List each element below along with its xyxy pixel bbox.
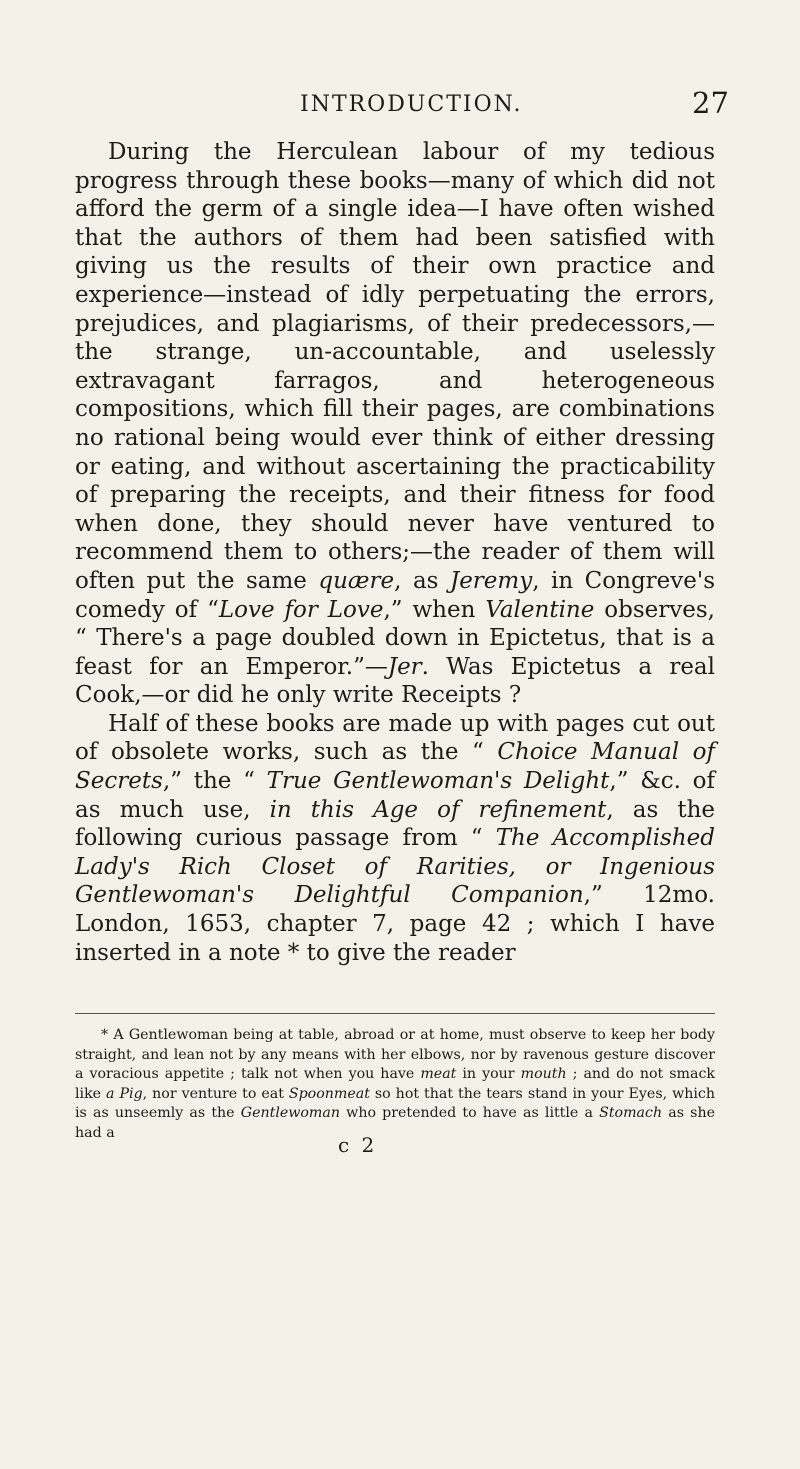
p2-italic-accomplished-lady: The Accomplished Lady's Rich Closet of Rarities, or Ingenious Gentlewoman's Delightful Companion <box>75 825 715 909</box>
fn-text-1: * A Gentlewoman being at table, abroad or at home, must observe to keep her body straight, and lean not by any means with her elbows, nor by ravenous gesture discover a voracious appetite ; talk not when you have <box>75 1027 715 1083</box>
running-head-title: INTRODUCTION. <box>300 92 523 117</box>
signature-mark: c 2 <box>338 1133 378 1157</box>
paragraph-2 <box>75 710 715 967</box>
p1-italic-jer: Jer <box>387 653 422 680</box>
fn-text-6: who pretended to have as little a <box>340 1105 600 1122</box>
p2-text-3: ,” &c. of as much use, <box>75 768 715 823</box>
p1-text-3: , in Congreve's comedy of “ <box>75 567 716 623</box>
p2-italic-age-of-refinement: in this Age of refinement <box>269 796 607 823</box>
footnote-rule <box>75 1013 715 1014</box>
p1-text-6: . Was Epictetus a real Cook,—or did he only write Receipts ? <box>75 653 716 709</box>
p1-text-4: ,” when <box>383 596 486 623</box>
p1-text-2: , as <box>394 567 450 594</box>
p2-text-5: ,” 12mo. London, 1653, chapter 7, page 42 ; which I have inserted in a note * to give the reader <box>75 882 715 966</box>
p1-italic-quaere: quære <box>318 567 395 594</box>
p1-italic-love-for-love: Love for Love <box>218 596 384 623</box>
fn-italic-meat: meat <box>420 1066 457 1083</box>
footnote <box>75 1026 715 1144</box>
paragraph-1 <box>75 138 715 710</box>
p2-italic-choice-manual: Choice Manual of Secrets <box>75 739 715 795</box>
fn-italic-a-pig: a Pig <box>106 1085 143 1102</box>
p1-italic-valentine: Valentine <box>485 596 595 623</box>
p1-text-5: observes, “ There's a page doubled down in Epictetus, that is a feast for an Emperor.”— <box>75 596 715 680</box>
p2-text-4: , as the following curious passage from “ <box>75 796 715 852</box>
p1-italic-jeremy: Jeremy <box>449 567 533 594</box>
fn-italic-spoonmeat: Spoonmeat <box>288 1085 370 1102</box>
fn-text-4: , nor venture to eat <box>142 1085 289 1102</box>
running-head <box>0 86 800 126</box>
fn-italic-stomach: Stomach <box>599 1105 663 1122</box>
fn-text-2: in your <box>456 1066 521 1083</box>
fn-text-5: so hot that the tears stand in your Eyes, which is as unseemly as the <box>75 1085 715 1122</box>
body-text <box>75 138 715 967</box>
page-number: 27 <box>692 86 729 120</box>
p2-text-2: ,” the “ <box>162 768 267 795</box>
p2-italic-true-gentlewoman: True Gentlewoman's Delight <box>266 768 610 795</box>
footnote-paragraph <box>75 1026 715 1144</box>
fn-text-7: as she had a <box>75 1105 715 1141</box>
p2-text-1: Half of these books are made up with pages cut out of obsolete works, such as the “ <box>75 710 715 766</box>
fn-italic-gentlewoman: Gentlewoman <box>240 1105 340 1122</box>
fn-italic-mouth: mouth <box>520 1066 567 1083</box>
p1-text-1: During the Herculean labour of my tedious progress through these books—many of which did not afford the germ of a single idea—I have often wished that the authors of them had been satisfied with giving us the results of their own practice and experience—instead of idly perpetuating the errors, prejudices, and plagiarisms, of their predecessors,—the strange, un-accountable, and uselessly extravagant farragos, and heterogeneous compositions, which fill their pages, are combinations no rational being would ever think of either dressing or eating, and without ascertaining the practicability of preparing the receipts, and their fitness for food when done, they should never have ventured to recommend them to others;—the reader of them will often put the same <box>75 139 715 594</box>
fn-text-3: ; and do not smack like <box>75 1066 715 1102</box>
